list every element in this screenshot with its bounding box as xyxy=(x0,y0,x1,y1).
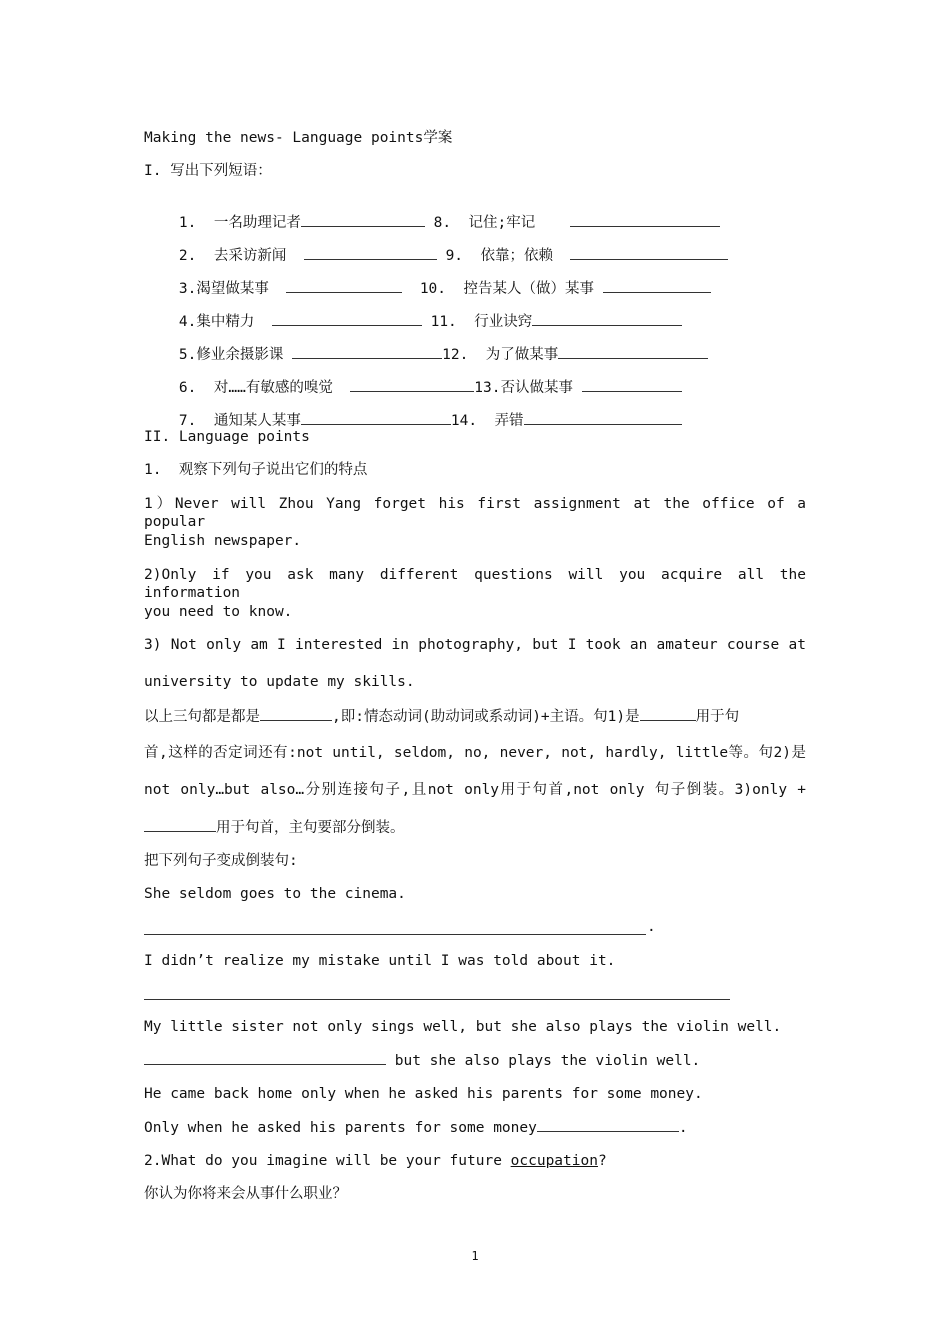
phrase-row: 5.修业余摄影课 12. 为了做某事 xyxy=(144,327,708,382)
underlined-word: occupation xyxy=(510,1153,598,1169)
summary-line3: not only…but also…分别连接句子,且not only用于句首,not only 句子倒装。3)only + xyxy=(144,782,806,798)
exercise3-answer: but she also plays the violin well. xyxy=(144,1051,700,1070)
phrase-row: 7. 通知某人某事 14. 弄错 xyxy=(144,393,682,448)
sentence3-line2: university to update my skills. xyxy=(144,674,415,690)
sentence3-line1: 3) Not only am I interested in photography, but I took an amateur course at xyxy=(144,637,806,653)
section2-heading: II. Language points xyxy=(144,429,310,445)
answer-line xyxy=(144,999,730,1000)
exercise3-sentence: My little sister not only sings well, but she also plays the violin well. xyxy=(144,1019,782,1035)
question2-translation: 你认为你将来会从事什么职业？ xyxy=(144,1186,347,1202)
summary-line4: 用于句首，主句要部分倒装。 xyxy=(144,818,405,837)
section1-heading: I. 写出下列短语： xyxy=(144,163,272,179)
exercise-heading: 把下列句子变成倒装句: xyxy=(144,853,298,869)
exercise2-sentence: I didn’t realize my mistake until I was told about it. xyxy=(144,953,616,969)
sentence2-line1: 2)Only if you ask many different questions will you acquire all the information xyxy=(144,567,806,601)
page-number: 1 xyxy=(471,1249,479,1263)
sentence1-line2: English newspaper. xyxy=(144,533,302,549)
answer-period: . xyxy=(647,919,656,935)
exercise4-answer: Only when he asked his parents for some money . xyxy=(144,1120,688,1136)
phrase-row: 6. 对……有敏感的嗅觉 13.否认做某事 xyxy=(144,360,682,415)
question2: 2.What do you imagine will be your future occupation? xyxy=(144,1153,607,1169)
phrase-row: 1. 一名助理记者 8. 记住;牢记 xyxy=(144,195,720,250)
phrase-row: 2. 去采访新闻 9. 依靠；依赖 xyxy=(144,228,728,283)
sentence1-line1: 1）Never will Zhou Yang forget his first assignment at the office of a popular xyxy=(144,496,806,530)
exercise4-sentence: He came back home only when he asked his parents for some money. xyxy=(144,1086,703,1102)
summary-line1: 以上三句都是都是 ,即:情态动词(助动词或系动词)+主语。句1)是 用于句 xyxy=(144,709,740,725)
document-title: Making the news- Language points学案 xyxy=(144,130,453,146)
answer-line xyxy=(144,934,646,935)
summary-line2: 首,这样的否定词还有:not until, seldom, no, never, not, hardly, little等。句2)是 xyxy=(144,745,806,761)
question1-title: 1. 观察下列句子说出它们的特点 xyxy=(144,462,368,478)
phrase-row: 4.集中精力 11. 行业诀窍 xyxy=(144,294,682,349)
sentence2-line2: you need to know. xyxy=(144,604,293,620)
phrase-row: 3.渴望做某事 10. 控告某人（做）某事 xyxy=(144,261,711,316)
exercise1-sentence: She seldom goes to the cinema. xyxy=(144,886,406,902)
